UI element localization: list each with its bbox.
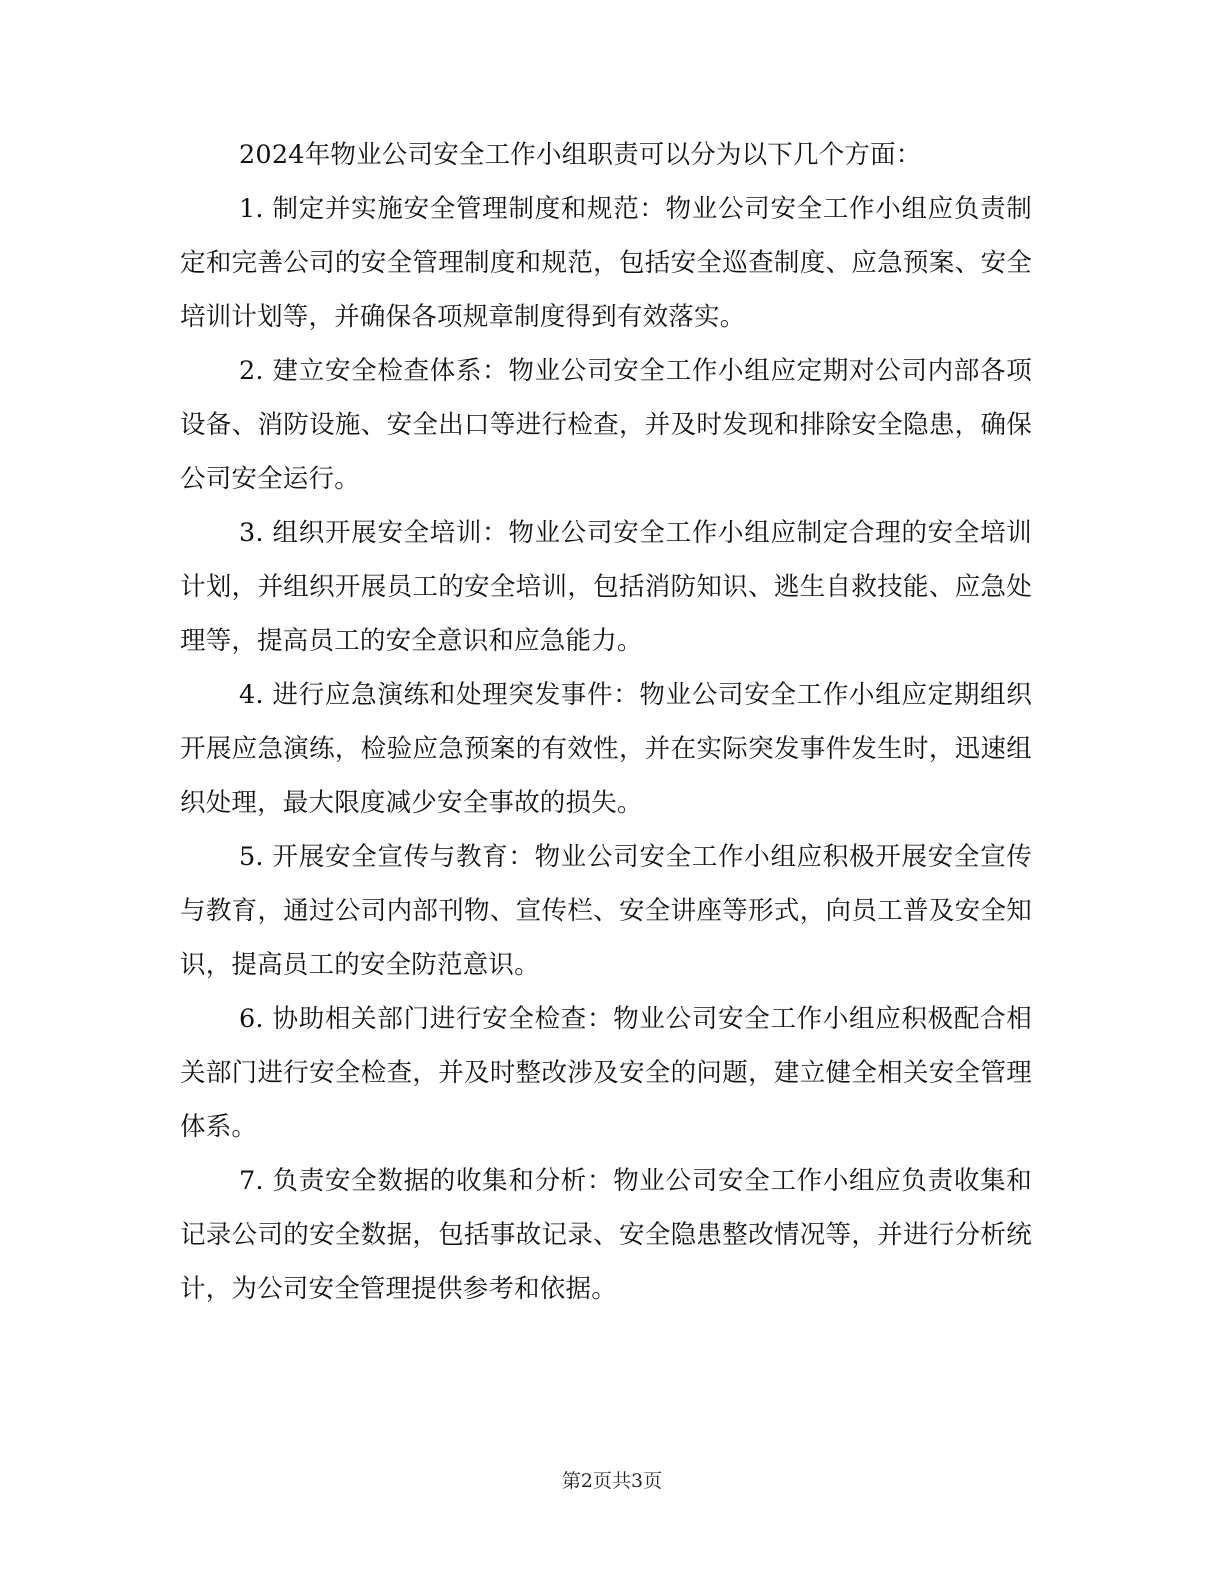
- intro-paragraph: 2024年物业公司安全工作小组职责可以分为以下几个方面：: [239, 140, 922, 170]
- list-item: 3. 组织开展安全培训：物业公司安全工作小组应制定合理的安全培训计划，并组织开展员工的安全培训，包括消防知识、逃生自救技能、应急处理等，提高员工的安全意识和应急能力。: [180, 518, 1032, 656]
- page-number-footer: 第2页共3页: [561, 1470, 663, 1492]
- list-item: 4. 进行应急演练和处理突发事件：物业公司安全工作小组应定期组织开展应急演练，检验应急预案的有效性，并在实际突发事件发生时，迅速组织处理，最大限度减少安全事故的损失。: [180, 680, 1032, 818]
- list-item: 1. 制定并实施安全管理制度和规范：物业公司安全工作小组应负责制定和完善公司的安全管理制度和规范，包括安全巡查制度、应急预案、安全培训计划等，并确保各项规章制度得到有效落实。: [180, 194, 1032, 332]
- list-item: 2. 建立安全检查体系：物业公司安全工作小组应定期对公司内部各项设备、消防设施、安全出口等进行检查，并及时发现和排除安全隐患，确保公司安全运行。: [180, 356, 1032, 494]
- document-body: [180, 128, 1032, 1316]
- list-item: 7. 负责安全数据的收集和分析：物业公司安全工作小组应负责收集和记录公司的安全数据，包括事故记录、安全隐患整改情况等，并进行分析统计，为公司安全管理提供参考和依据。: [180, 1166, 1032, 1304]
- list-item: 5. 开展安全宣传与教育：物业公司安全工作小组应积极开展安全宣传与教育，通过公司内部刊物、宣传栏、安全讲座等形式，向员工普及安全知识，提高员工的安全防范意识。: [180, 842, 1032, 980]
- list-item: 6. 协助相关部门进行安全检查：物业公司安全工作小组应积极配合相关部门进行安全检查，并及时整改涉及安全的问题，建立健全相关安全管理体系。: [180, 1004, 1032, 1142]
